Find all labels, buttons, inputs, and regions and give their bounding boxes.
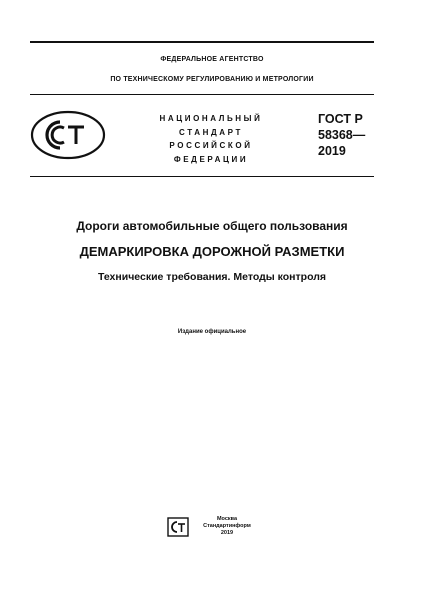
publisher-name: Стандартинформ [203, 523, 251, 529]
national-line-3: РОССИЙСКОЙ [169, 141, 253, 150]
rst-certification-logo-icon [30, 110, 106, 160]
national-standard-label [150, 112, 272, 166]
publisher-city: Москва [216, 516, 238, 522]
title-subtitle: Технические требования. Методы контроля [97, 271, 327, 283]
gost-line-1: ГОСТ Р [318, 112, 363, 126]
title-line-1: Дороги автомобильные общего пользования [76, 219, 348, 233]
publisher-year: 2019 [220, 530, 234, 536]
gost-number [318, 111, 365, 159]
gost-line-2: 58368— [318, 128, 366, 142]
header-rule [30, 94, 374, 95]
publisher-info [191, 516, 263, 537]
gost-line-3: 2019 [318, 144, 346, 158]
agency-line-1: ФЕДЕРАЛЬНОЕ АГЕНТСТВО [160, 56, 264, 63]
national-line-1: НАЦИОНАЛЬНЫЙ [159, 114, 263, 123]
national-line-4: ФЕДЕРАЦИИ [173, 154, 249, 164]
standartinform-logo-icon [167, 517, 189, 537]
agency-line-2: ПО ТЕХНИЧЕСКОМУ РЕГУЛИРОВАНИЮ И МЕТРОЛОГИИ [110, 76, 314, 83]
national-line-2: СТАНДАРТ [179, 127, 243, 137]
block-bottom-rule [30, 176, 374, 177]
top-rule [30, 41, 374, 43]
edition-label: Издание официальное [177, 329, 247, 335]
title-main: ДЕМАРКИРОВКА ДОРОЖНОЙ РАЗМЕТКИ [79, 244, 345, 259]
